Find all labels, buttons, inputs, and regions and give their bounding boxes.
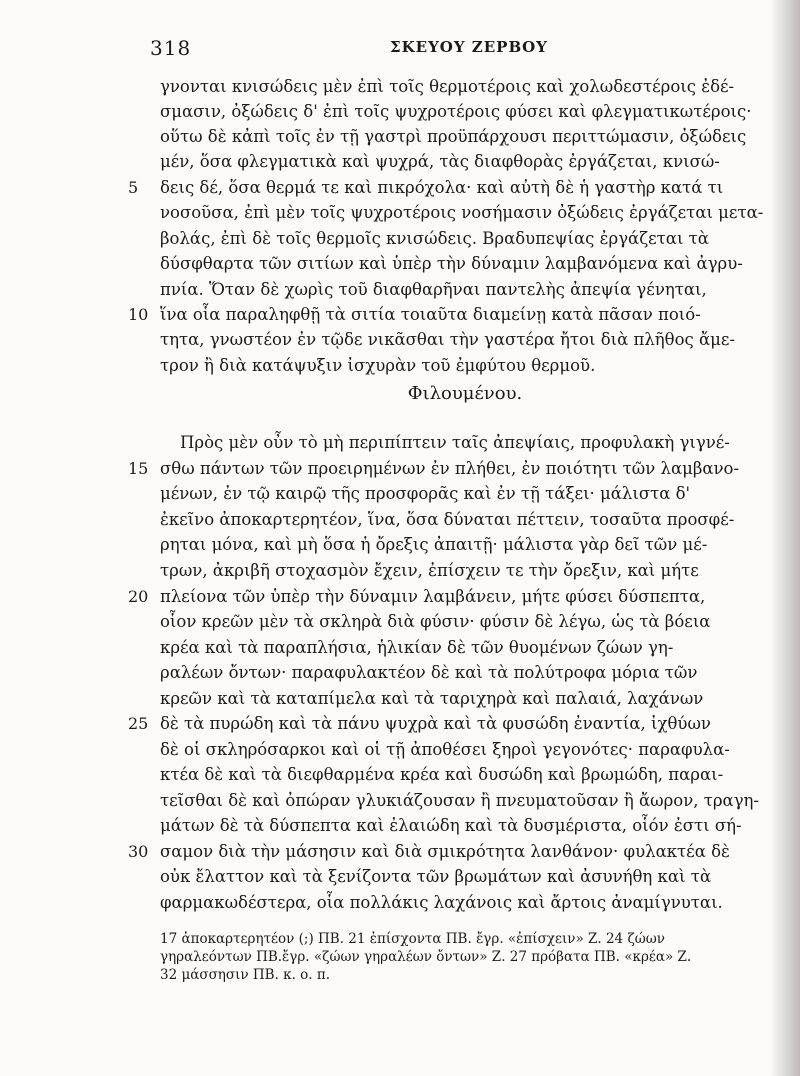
text-line: οἷον κρεῶν μὲν τὰ σκληρὰ διὰ φύσιν· φύσιν δὲ λέγω, ὡς τὰ βόεια — [160, 612, 711, 631]
text-line: τρων, ἀκριβῆ στοχασμὸν ἔχειν, ἐπίσχειν τε τὴν ὄρεξιν, καὶ μήτε — [160, 561, 699, 580]
text-line: κτέα δὲ καὶ τὰ διεφθαρμένα κρέα καὶ δυσώδη καὶ βρωμώδη, παραι- — [160, 765, 724, 784]
text-line: νοσοῦσα, ἐπὶ μὲν τοῖς ψυχροτέροις νοσήμασιν ὀξώδεις ἐργάζεται μετα- — [160, 203, 764, 222]
text-line: ἵνα οἷα παραληφθῇ τὰ σιτία τοιαῦτα διαμείνῃ κατὰ πᾶσαν ποιό- — [160, 305, 701, 324]
text-line: φαρμακωδέστερα, οἷα πολλάκις λαχάνοις καὶ ἄρτοις ἀναμίγνυται. — [160, 893, 723, 912]
page-header — [150, 36, 770, 66]
text-line: δὲ οἱ σκληρόσαρκοι καὶ οἱ τῇ ἀποθέσει ξηροὶ γεγονότες· παραφυλα- — [160, 740, 730, 759]
running-title: ΣΚΕΥΟΥ ΖΕΡΒΟΥ — [390, 38, 548, 56]
text-line: κρεῶν καὶ τὰ καταπίμελα καὶ τὰ ταριχηρὰ καὶ παλαιά, λαχάνων — [160, 689, 704, 708]
footnote-line: 32 μάσσησιν ΠΒ. κ. ο. π. — [160, 967, 331, 983]
line-number: 15 — [128, 459, 149, 478]
line-number: 25 — [128, 714, 149, 733]
text-line: δύσφθαρτα τῶν σιτίων καὶ ὑπὲρ τὴν δύναμιν λαμβανόμενα καὶ ἀγρυ- — [160, 254, 743, 273]
text-line: δὲ τὰ πυρώδη καὶ τὰ πάνυ ψυχρὰ καὶ τὰ φυσώδη ἐναντία, ἰχθύων — [160, 714, 711, 733]
text-line: σθω πάντων τῶν προειρημένων ἐν πλήθει, ἐν ποιότητι τῶν λαμβανο- — [160, 459, 740, 478]
text-line: ραλέων ὄντων· παραφυλακτέον δὲ καὶ τὰ πολύτροφα μόρια τῶν — [160, 663, 698, 682]
text-line: οὐκ ἔλαττον καὶ τὰ ξενίζοντα τῶν βρωμάτων καὶ ἀσυνήθη καὶ τὰ — [160, 867, 711, 886]
text-line: σμασιν, ὀξώδεις δ' ἐπὶ τοῖς ψυχροτέροις φύσει καὶ φλεγματικωτέροις· — [160, 102, 752, 121]
text-line: γνονται κνισώδεις μὲν ἐπὶ τοῖς θερμοτέροις καὶ χολωδεστέροις ἐδέ- — [160, 77, 735, 96]
text-line: τεῖσθαι δὲ καὶ ὀπώραν γλυκιάζουσαν ἢ πνευματοῦσαν ἢ ἄωρον, τραγη- — [160, 791, 760, 810]
text-line: οὕτω δὲ κἀπὶ τοῖς ἐν τῇ γαστρὶ προϋπάρχουσι περιττώμασιν, ὀξώδεις — [160, 127, 747, 146]
text-line: Πρὸς μὲν οὖν τὸ μὴ περιπίπτειν ταῖς ἀπεψίαις, προφυλακὴ γιγνέ- — [180, 433, 730, 452]
text-line: ρηται μόνα, καὶ μὴ ὅσα ἡ ὄρεξις ἀπαιτῇ· μάλιστα γὰρ δεῖ τῶν μέ- — [160, 535, 708, 554]
text-line: μένων, ἐν τῷ καιρῷ τῆς προσφορᾶς καὶ ἐν τῇ τάξει· μάλιστα δ' — [160, 484, 691, 503]
text-line: τητα, γνωστέον ἐν τῷδε νικᾶσθαι τὴν γαστέρα ἤτοι διὰ πλῆθος ἄμε- — [160, 330, 736, 349]
line-number: 10 — [128, 305, 149, 324]
text-line: πνία. Ὅταν δὲ χωρὶς τοῦ διαφθαρῆναι παντελὴς ἀπεψία γένηται, — [160, 280, 707, 299]
page-edge-shadow — [770, 0, 800, 1076]
text-line: πλείονα τῶν ὑπὲρ τὴν δύναμιν λαμβάνειν, μήτε φύσει δύσπεπτα, — [160, 587, 706, 606]
text-line: ἐκεῖνο ἀποκαρτερητέον, ἵνα, ὅσα δύναται πέττειν, τοσαῦτα προσφέ- — [160, 510, 735, 529]
text-line: μέν, ὅσα φλεγματικὰ καὶ ψυχρά, τὰς διαφθορὰς ἐργάζεται, κνισώ- — [160, 152, 720, 171]
line-number: 20 — [128, 587, 149, 606]
footnote-line: γηραλεόντων ΠΒ.ἔγρ. «ζώων γηραλέων ὄντων» Ζ. 27 πρόβατα ΠΒ. «κρέα» Ζ. — [160, 949, 692, 965]
footnote-line: 17 ἀποκαρτερητέον (;) ΠΒ. 21 ἐπίσχοντα ΠΒ. ἔγρ. «ἐπίσχειν» Ζ. 24 ζώων — [160, 931, 665, 947]
text-line: κρέα καὶ τὰ παραπλήσια, ἡλικίαν δὲ τῶν θυομένων ζώων γη- — [160, 638, 674, 657]
text-line: μάτων δὲ τὰ δύσπεπτα καὶ ἐλαιώδη καὶ τὰ δυσμέριστα, οἷόν ἐστι σή- — [160, 816, 742, 835]
line-number: 5 — [128, 178, 139, 197]
section-heading: Φιλουμένου. — [407, 383, 523, 404]
text-line: δεις δέ, ὅσα θερμά τε καὶ πικρόχολα· καὶ αὐτὴ δὲ ἡ γαστὴρ κατά τι — [160, 178, 724, 197]
text-line: σαμον διὰ τὴν μάσησιν καὶ διὰ σμικρότητα λανθάνον· φυλακτέα δὲ — [160, 842, 730, 861]
page-number: 318 — [150, 36, 192, 60]
text-line: τρον ἢ διὰ κατάψυξιν ἰσχυρὰν τοῦ ἐμφύτου θερμοῦ. — [160, 356, 596, 375]
text-line: βολάς, ἐπὶ δὲ τοῖς θερμοῖς κνισώδεις. Βραδυπεψίας ἐργάζεται τὰ — [160, 229, 709, 248]
line-number: 30 — [128, 842, 149, 861]
